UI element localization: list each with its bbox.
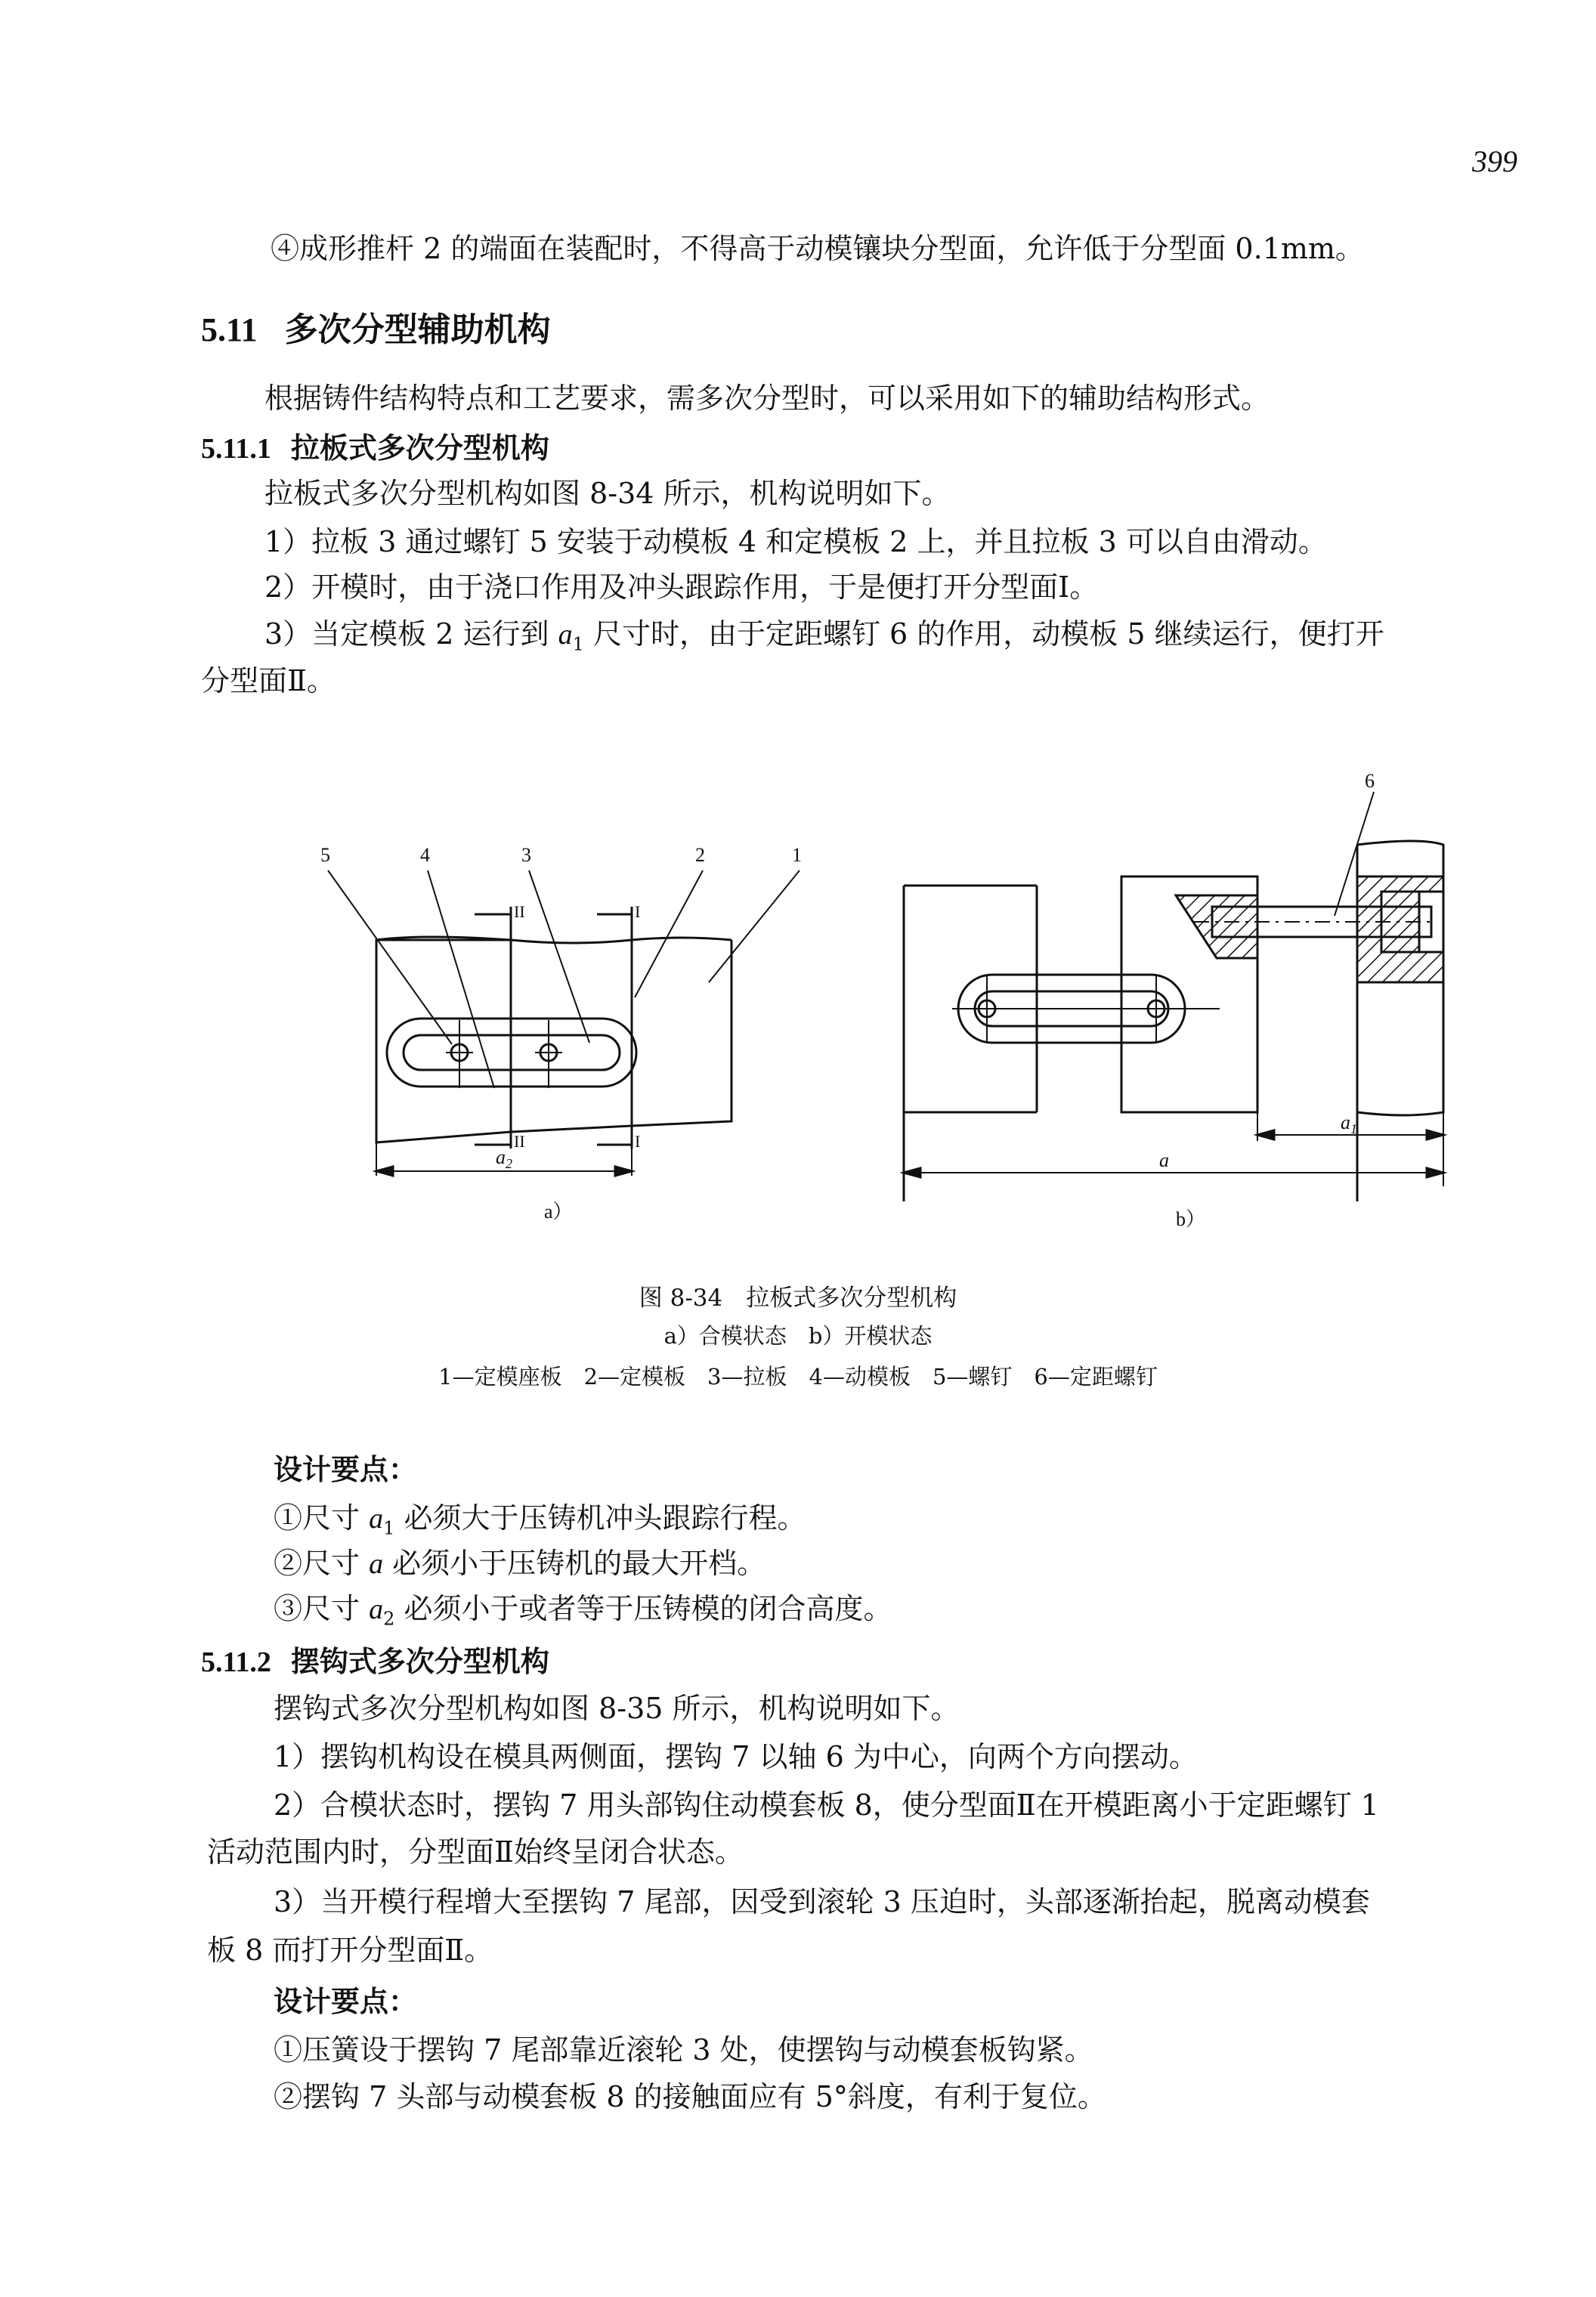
design1-p2-a: ②尺寸	[274, 1547, 370, 1580]
section-number: 5.11	[201, 311, 258, 348]
fig-subcaption-a: a）	[544, 1201, 573, 1223]
subsection-2-title: 摆钩式多次分型机构	[290, 1645, 549, 1678]
fig-dim-a: a	[1159, 1149, 1169, 1171]
sub1-item1: 1）拉板 3 通过螺钉 5 安装于动模板 4 和定模板 2 上，并且拉板 3 可以自由滑动。	[264, 525, 1327, 558]
sub1-item2: 2）开模时，由于浇口作用及冲头跟踪作用，于是便打开分型面Ⅰ。	[264, 570, 1099, 604]
fig-section-mark-top-I: I	[635, 902, 641, 921]
design1-p1-var: a	[369, 1503, 384, 1535]
fig-label-3: 3	[521, 844, 531, 866]
fig-section-mark-top-II: II	[514, 902, 525, 921]
sub1-item3	[264, 612, 1384, 666]
design1-p3-sub: 2	[383, 1608, 395, 1630]
design1-point2	[274, 1541, 766, 1586]
section-title: 多次分型辅助机构	[284, 311, 551, 349]
sub2-lead: 摆钩式多次分型机构如图 8-35 所示，机构说明如下。	[274, 1692, 960, 1725]
sub1-item3-sub: 1	[572, 633, 584, 655]
subsection-1-number: 5.11.1	[201, 433, 271, 465]
fig-label-4: 4	[420, 844, 430, 866]
design2-point2: ②摆钩 7 头部与动模套板 8 的接触面应有 5°斜度，有利于复位。	[274, 2080, 1106, 2113]
fig-section-mark-bottom-II: II	[514, 1132, 525, 1151]
sub1-item3-cont: 分型面Ⅱ。	[201, 664, 336, 697]
design1-heading: 设计要点：	[274, 1453, 418, 1486]
sub1-item3-a: 3）当定模板 2 运行到	[264, 617, 558, 651]
fig-a-plate-4	[376, 940, 511, 1142]
fig-label-6: 6	[1365, 770, 1375, 792]
design1-p1-a: ①尺寸	[274, 1501, 370, 1535]
figure-legend: 1—定模座板 2—定模板 3—拉板 4—动模板 5—螺钉 6—定距螺钉	[438, 1364, 1158, 1390]
design1-p3-var: a	[369, 1594, 384, 1625]
subsection-2-number: 5.11.2	[201, 1646, 271, 1678]
fig-b-screw-pocket	[1176, 895, 1257, 958]
design1-p3-b: 必须小于或者等于压铸模的闭合高度。	[394, 1592, 892, 1625]
design1-p1-sub: 1	[383, 1517, 395, 1539]
figure-8-34	[0, 756, 1596, 1254]
sub1-item3-var: a	[558, 619, 573, 651]
fig-dim-a2: $a_2$	[496, 1146, 512, 1171]
design1-p2-var: a	[369, 1548, 384, 1580]
fig-label-1: 1	[792, 844, 802, 866]
sub2-item2: 2）合模状态时，摆钩 7 用头部钩住动模套板 8，使分型面Ⅱ在开模距离小于定距螺钉 1	[274, 1788, 1379, 1822]
sub2-item3: 3）当开模行程增大至摆钩 7 尾部，因受到滚轮 3 压迫时，头部逐渐抬起，脱离动模套	[274, 1885, 1370, 1918]
figure-caption-sub: a）合模状态 b）开模状态	[663, 1323, 933, 1349]
figure-caption: 图 8-34 拉板式多次分型机构	[639, 1285, 957, 1312]
section-intro: 根据铸件结构特点和工艺要求，需多次分型时，可以采用如下的辅助结构形式。	[264, 382, 1270, 415]
fig-label-2: 2	[695, 844, 705, 866]
design2-point1: ①压簧设于摆钩 7 尾部靠近滚轮 3 处，使摆钩与动模套板钩紧。	[274, 2033, 1093, 2067]
sub1-lead: 拉板式多次分型机构如图 8-34 所示，机构说明如下。	[264, 477, 951, 510]
design1-point3	[274, 1587, 892, 1641]
subsection-2-heading	[201, 1638, 549, 1680]
fig-subcaption-b: b）	[1176, 1208, 1206, 1230]
sub2-item3-cont: 板 8 而打开分型面Ⅱ。	[207, 1934, 493, 1967]
sub2-item1: 1）摆钩机构设在模具两侧面，摆钩 7 以轴 6 为中心，向两个方向摆动。	[274, 1740, 1198, 1773]
page-number: 399	[1472, 144, 1517, 178]
intro-item: ④成形推杆 2 的端面在装配时，不得高于动模镶块分型面，允许低于分型面 0.1mm。	[271, 232, 1364, 265]
fig-label-5: 5	[320, 844, 330, 866]
subsection-1-heading	[201, 425, 549, 466]
fig-a-plate-2	[632, 940, 732, 1126]
subsection-1-title: 拉板式多次分型机构	[290, 431, 549, 465]
design1-p2-b: 必须小于压铸机的最大开档。	[383, 1547, 766, 1580]
design1-p3-a: ③尺寸	[274, 1592, 370, 1625]
fig-dim-a1: $a_1$	[1341, 1111, 1357, 1136]
design1-p1-b: 必须大于压铸机冲头跟踪行程。	[394, 1501, 806, 1535]
sub2-item2-cont: 活动范围内时，分型面Ⅱ始终呈闭合状态。	[207, 1835, 744, 1869]
fig-section-mark-bottom-I: I	[635, 1132, 641, 1151]
design2-heading: 设计要点：	[274, 1985, 418, 2018]
sub1-item3-b: 尺寸时，由于定距螺钉 6 的作用，动模板 5 继续运行，便打开	[583, 617, 1384, 651]
section-heading	[201, 302, 551, 351]
